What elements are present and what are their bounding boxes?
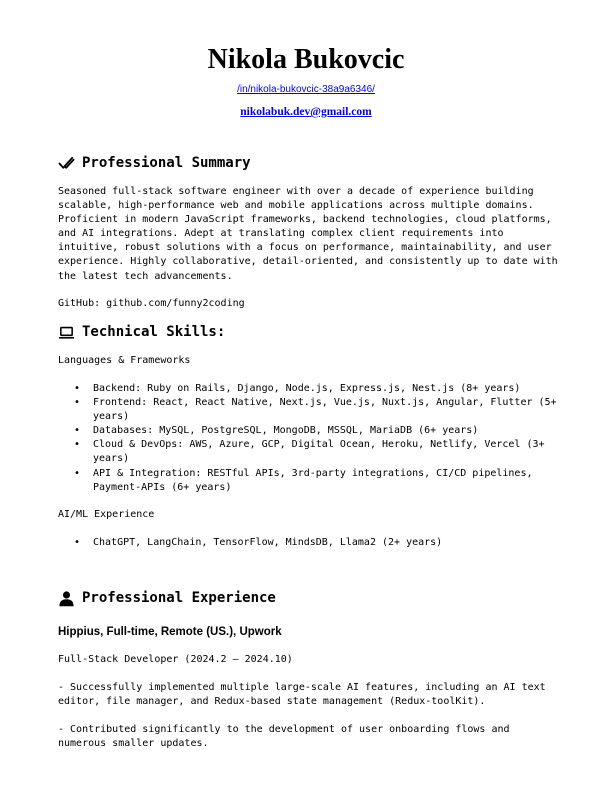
user-icon [58,590,75,607]
list-item: • Databases: MySQL, PostgreSQL, MongoDB, MSSQL, MariaDB (6+ years) [58,424,558,438]
job-company: Hippius, Full-time, Remote (US.), Upwork [58,626,282,638]
ai-label: AI/ML Experience [58,509,155,520]
skills-heading-row [58,322,225,342]
job-role: Full-Stack Developer (2024.2 – 2024.10) [58,654,293,665]
summary-heading: Professional Summary [82,155,251,171]
github-line: GitHub: github.com/funny2coding [58,298,245,309]
list-item: • API & Integration: RESTful APIs, 3rd-party integrations, CI/CD pipelines, Payment-APIs (6+ years) [58,467,558,495]
job-bullet: - Contributed significantly to the development of user onboarding flows and numerous smaller updates. [58,724,510,750]
job-bullet: - Successfully implemented multiple large-scale AI features, including an AI text editor, file manager, and Redux-based state management (Redux-toolKit). [58,682,546,708]
summary-paragraph: Seasoned full-stack software engineer with over a decade of experience building scalable, high-performance web and mobile applications across multiple domains. Proficient in modern JavaScript frameworks, backend technologies, cloud platforms, and AI integrations. Adept at translating complex client requirements into intuitive, robust solutions with a focus on performance, maintainability, and user experience. Highly collaborative, detail-oriented, and consistently up to date with the latest tech advancements. [58,186,558,282]
linkedin-link[interactable]: /in/nikola-bukovcic-38a9a6346/ [237,84,375,95]
double-check-icon [58,155,75,172]
list-item: • Cloud & DevOps: AWS, Azure, GCP, Digital Ocean, Heroku, Netlify, Vercel (3+ years) [58,438,558,466]
experience-heading-row [58,588,276,608]
languages-list [58,382,558,495]
list-item: • ChatGPT, LangChain, TensorFlow, MindsDB, Llama2 (2+ years) [58,536,558,550]
experience-heading: Professional Experience [82,590,276,606]
languages-label: Languages & Frameworks [58,355,191,366]
list-item: • Frontend: React, React Native, Next.js, Vue.js, Nuxt.js, Angular, Flutter (5+ years) [58,396,558,424]
laptop-icon [58,324,75,341]
candidate-name: Nikola Bukovcic [207,44,405,75]
email-link[interactable]: nikolabuk.dev@gmail.com [240,106,372,118]
ai-list [58,536,558,550]
skills-heading: Technical Skills: [82,324,226,340]
list-item: • Backend: Ruby on Rails, Django, Node.js, Express.js, Nest.js (8+ years) [58,382,558,396]
summary-heading-row [58,153,251,173]
